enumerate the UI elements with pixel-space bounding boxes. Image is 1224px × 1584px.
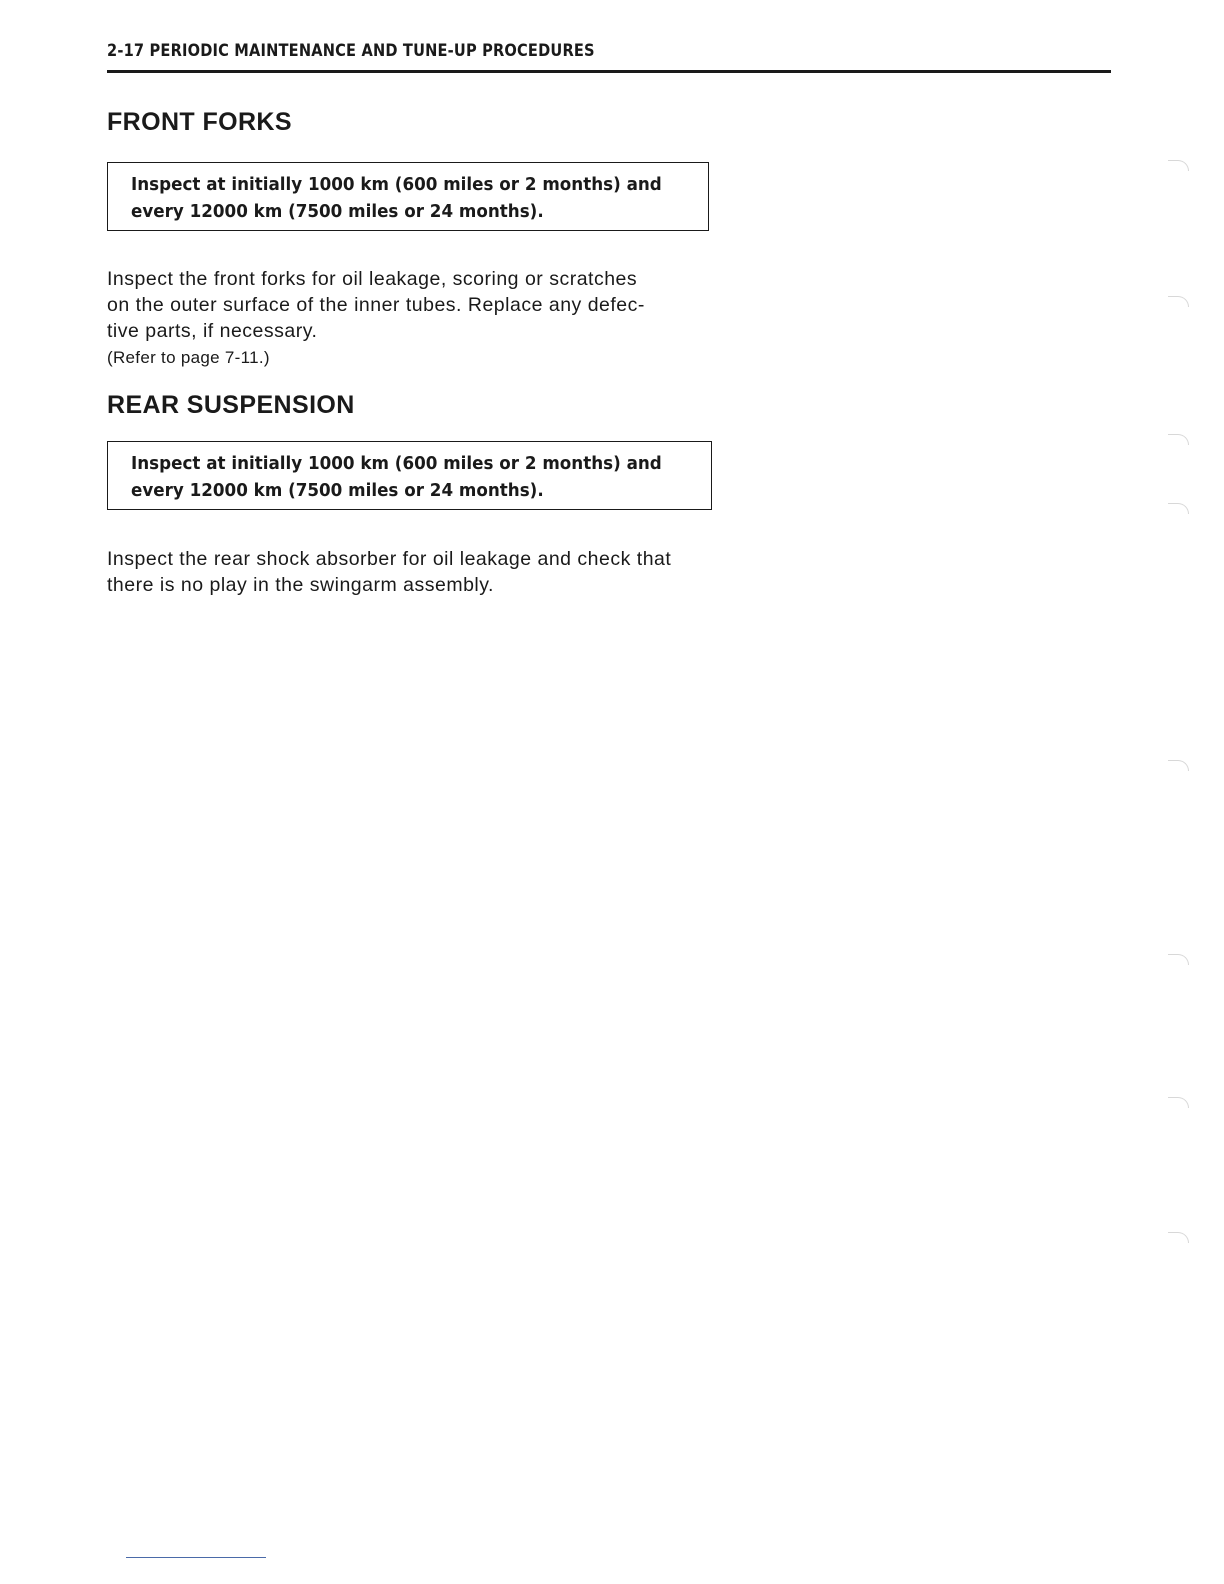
body-line: tive parts, if necessary. [107,320,318,342]
interval-line: every 12000 km (7500 miles or 24 months). [131,201,544,222]
interval-box-rear-suspension [107,441,712,510]
interval-text [131,450,662,504]
scan-edge-mark [1168,1232,1189,1243]
footer-rule [126,1557,266,1558]
scan-edge-mark [1168,1097,1189,1108]
body-line: there is no play in the swingarm assembly. [107,574,494,596]
section-heading-rear-suspension: REAR SUSPENSION [107,391,355,419]
section-heading-front-forks: FRONT FORKS [107,108,292,136]
scan-edge-mark [1168,434,1189,445]
scan-edge-mark [1168,760,1189,771]
interval-line: every 12000 km (7500 miles or 24 months). [131,480,544,501]
page-reference-note: (Refer to page 7-11.) [107,348,270,367]
interval-text [131,171,662,225]
running-header-title: 2-17 PERIODIC MAINTENANCE AND TUNE-UP PROCEDURES [107,41,595,61]
body-line: on the outer surface of the inner tubes. Replace any defec- [107,294,645,316]
running-header [107,40,1111,73]
interval-box-front-forks [107,162,709,231]
body-paragraph-front-forks [107,266,645,344]
body-paragraph-rear-suspension [107,546,671,598]
scan-edge-mark [1168,160,1189,171]
body-line: Inspect the rear shock absorber for oil leakage and check that [107,548,672,570]
scan-edge-mark [1168,296,1189,307]
scan-edge-mark [1168,503,1189,514]
interval-line: Inspect at initially 1000 km (600 miles or 2 months) and [131,174,662,195]
body-line: Inspect the front forks for oil leakage, scoring or scratches [107,268,638,290]
scan-edge-mark [1168,954,1189,965]
interval-line: Inspect at initially 1000 km (600 miles or 2 months) and [131,453,662,474]
